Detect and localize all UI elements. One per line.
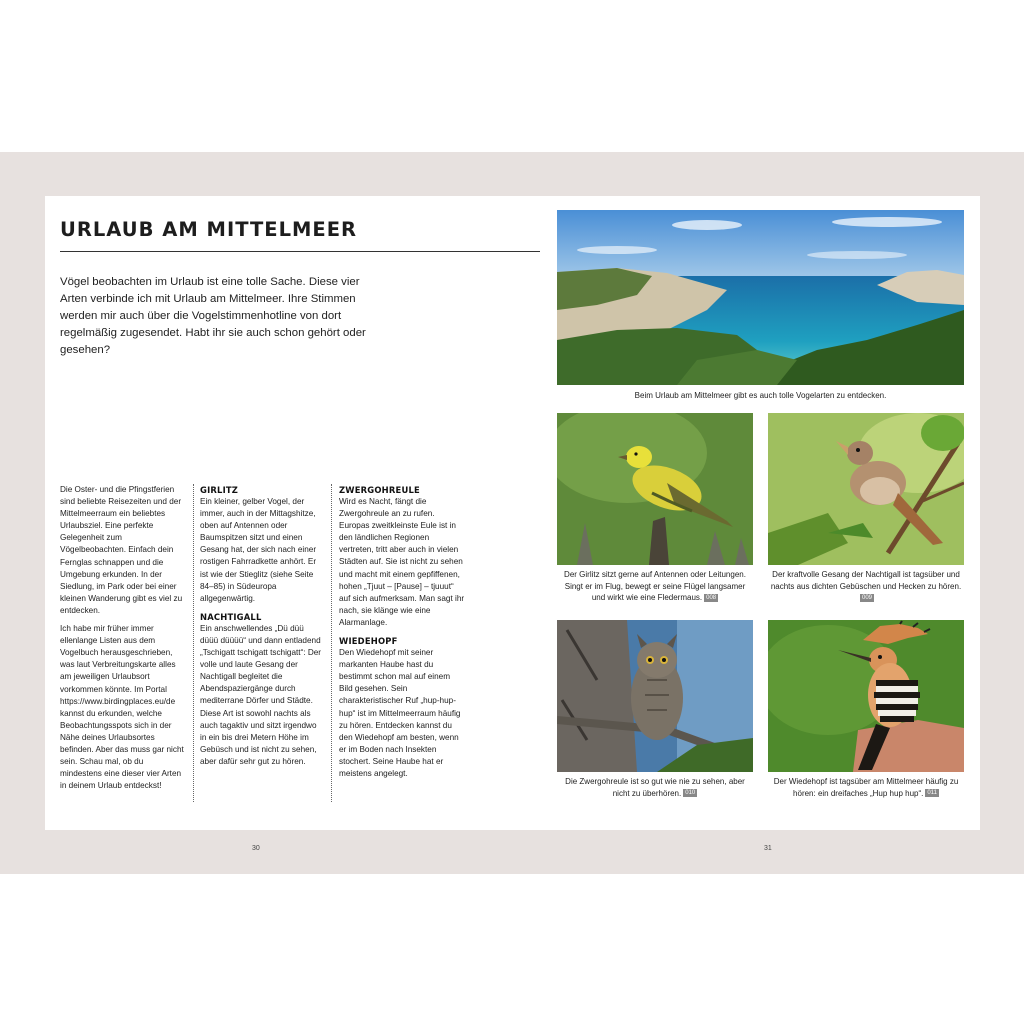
girlitz-photo xyxy=(557,413,753,565)
column-divider-2 xyxy=(331,484,332,802)
nachtigall-text: Ein anschwellendes „Dü düü düüü düüüü“ und dann entladend „Tschigatt tschigatt tschigatt“: Der volle und laute Gesang der Nachtigall begleitet die Abendspaziergänge durch mediterrane Dörfer und Städte. Diese Art ist sowohl nachts als auch tagaktiv und sitzt irgendwo in ein bis drei Metern Höhe im Gebüsch und ist nicht zu sehen, aber dafür sehr gut zu hören. xyxy=(200,623,322,766)
wiedehopf-badge: 011 xyxy=(927,790,937,797)
title-underline xyxy=(60,251,540,252)
wiedehopf-caption xyxy=(768,776,964,799)
text-column-1 xyxy=(60,484,187,798)
girlitz-heading: GIRLITZ xyxy=(200,485,239,495)
mediterranean-coast-photo xyxy=(557,210,964,385)
text-column-3 xyxy=(339,484,465,786)
zwergohreule-badge: 010 xyxy=(685,790,696,797)
page-sheet xyxy=(45,196,980,830)
nachtigall-photo xyxy=(768,413,964,565)
zwergohreule-photo xyxy=(557,620,753,772)
girlitz-text: Ein kleiner, gelber Vogel, der immer, auch in der Mittagshitze, oben auf Antennen oder Baumspitzen sitzt und einen Gesang hat, der sich nach einer rostigen Fahrradkette anhört. Er ist wie der Stieglitz (siehe Seite 84–85) in Südeuropa allgegenwärtig. xyxy=(200,497,317,603)
intro-text: Vögel beobachten im Urlaub ist eine tolle Sache. Diese vier Arten verbinde ich mit Urlaub am Mittelmeer. Ihre Stimmen werden mir auch über die Vogelstimmenhotline von dort regelmäßig zugesendet. Habt ihr sie auch schon gehört oder gesehen? xyxy=(60,276,366,356)
coast-caption: Beim Urlaub am Mittelmeer gibt es auch tolle Vogelarten zu entdecken. xyxy=(634,391,887,400)
text-column-2 xyxy=(200,484,324,774)
column1-paragraph-2: Ich habe mir früher immer ellenlange Listen aus dem Vogelbuch herausgeschrieben, was laut Verbreitungskarte alles am jeweiligen Urlaubsort vorkommen könnte. Im Portal https://www.birdingplaces.eu/de kannst du erkunden, welche Beobachtungsspots sich in der Nähe deines Urlaubsortes befinden. Aber das muss gar nicht sein. Schau mal, ob du mindestens eine dieser vier Arten in deinem Urlaub entdeckst! xyxy=(60,624,184,791)
wiedehopf-text: Den Wiedehopf mit seiner markanten Haube hast du bestimmt schon mal auf einem Bild gesehen. Sein charakteristischer Ruf „hup-hup-hup“ ist im Mittelmeerraum häufig zu hören. Entdecken kannst du den Wiedehopf am besten, wenn er im Boden nach Insekten stochert. Seine Haube hat er meistens angelegt. xyxy=(339,648,461,778)
column1-paragraph-1: Die Oster- und die Pfingstferien sind beliebte Reisezeiten und der Mittelmeerraum ein beliebtes Urlaubsziel. Eine perfekte Gelegenheit zum Vögelbeobachten. Einfach dein Fernglas schnappen und die Umgebung erkunden. In der Siedlung, im Park oder bei einer kleinen Wanderung gibt es viel zu entdecken. xyxy=(60,485,183,615)
zwergohreule-text: Wird es Nacht, fängt die Zwergohreule an zu rufen. Europas zweitkleinste Eule ist in den ländlichen Regionen vertreten, tritt aber auch in vielen Städten auf. Sie ist nicht zu sehen und macht mit einem gepfiffenen, hohen „Tjuut – [Pause] – tjuuut“ auf sich aufmerksam. Man sagt ihr nach, sie klänge wie eine Alarmanlage. xyxy=(339,497,465,627)
page-title: URLAUB AM MITTELMEER xyxy=(60,218,358,241)
nachtigall-heading: NACHTIGALL xyxy=(200,611,262,622)
girlitz-caption xyxy=(557,569,753,604)
zwergohreule-caption-text: Die Zwergohreule ist so gut wie nie zu sehen, aber nicht zu überhören. xyxy=(565,777,745,798)
wiedehopf-caption-text: Der Wiedehopf ist tagsüber am Mittelmeer häufig zu hören: ein dreifaches „Hup hup hup“. xyxy=(773,777,959,798)
zwergohreule-caption xyxy=(557,776,753,799)
wiedehopf-photo xyxy=(768,620,964,772)
wiedehopf-heading: WIEDEHOPF xyxy=(339,636,398,647)
zwergohreule-heading: ZWERGOHREULE xyxy=(339,485,420,495)
page-number-right: 31 xyxy=(764,845,772,852)
page-number-left: 30 xyxy=(252,845,260,852)
column-divider-1 xyxy=(193,484,194,802)
nachtigall-badge: 009 xyxy=(861,594,872,601)
nachtigall-caption-text: Der kraftvolle Gesang der Nachtigall ist tagsüber und nachts aus dichten Gebüschen und Hecken zu hören. xyxy=(770,570,962,591)
nachtigall-caption xyxy=(768,569,964,604)
girlitz-caption-text: Der Girlitz sitzt gerne auf Antennen oder Leitungen. Singt er im Flug, bewegt er seine Flügel langsamer und wirkt wie eine Fledermaus. xyxy=(564,570,746,602)
girlitz-badge: 008 xyxy=(706,594,717,601)
book-spread xyxy=(0,152,1024,874)
